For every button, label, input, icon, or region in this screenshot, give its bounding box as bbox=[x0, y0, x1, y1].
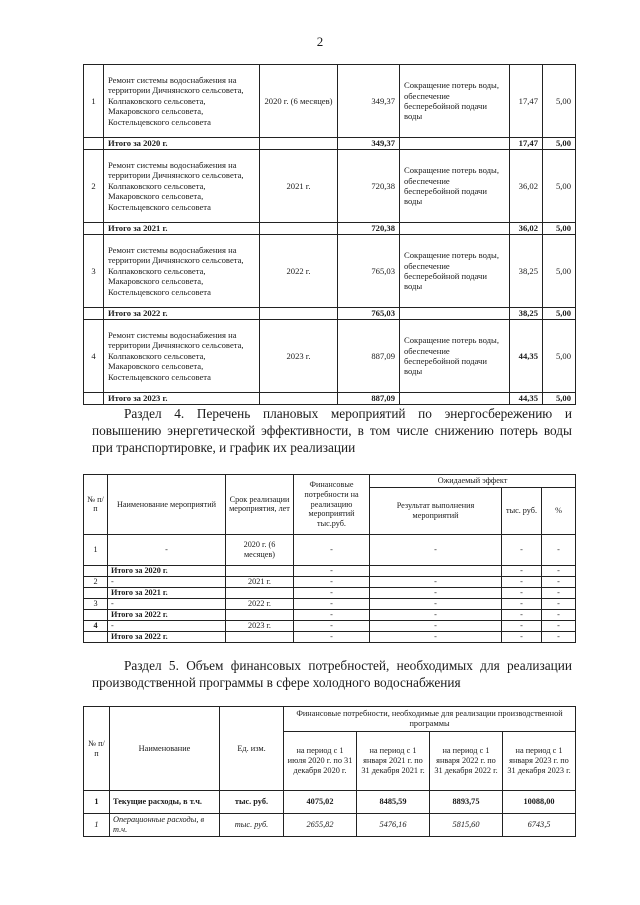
table-row: 2 - 2021 г. - - - - bbox=[84, 576, 576, 587]
section-5-heading: Раздел 5. Объем финансовых потребностей, необходимых для реализации производственной программы в сфере холодного водоснабжения bbox=[92, 658, 572, 690]
col-period-2021: на период с 1 января 2021 г. по 31 декабря 2021 г. bbox=[357, 732, 430, 791]
col-unit: Ед. изм. bbox=[220, 707, 284, 791]
table-row: 3 - 2022 г. - - - - bbox=[84, 598, 576, 609]
col-name: Наименование bbox=[110, 707, 220, 791]
col-period: Срок реализации мероприятия, лет bbox=[226, 475, 294, 535]
total-row: Итого за 2023 г. 887,09 44,35 5,00 bbox=[84, 393, 576, 405]
col-finance: Финансовые потребности на реализацию мероприятий тыс.руб. bbox=[294, 475, 370, 535]
total-row: Итого за 2022 г. - - - - bbox=[84, 631, 576, 642]
col-effect: Ожидаемый эффект bbox=[370, 475, 576, 488]
page-number: 2 bbox=[316, 34, 324, 49]
col-sum: тыс. руб. bbox=[502, 487, 542, 534]
col-group: Финансовые потребности, необходимые для реализации производственной программы bbox=[284, 707, 576, 732]
total-row: Итого за 2022 г. 765,03 38,25 5,00 bbox=[84, 308, 576, 320]
table-row: 4 - 2023 г. - - - - bbox=[84, 620, 576, 631]
col-period-2022: на период с 1 января 2022 г. по 31 декабря 2022 г. bbox=[430, 732, 503, 791]
table-row: 1 Текущие расходы, в т.ч. тыс. руб. 4075,02 8485,59 8893,75 10088,00 bbox=[84, 791, 576, 814]
col-pct: % bbox=[542, 487, 576, 534]
total-row: Итого за 2021 г. - - - - bbox=[84, 587, 576, 598]
col-name: Наименование мероприятий bbox=[108, 475, 226, 535]
total-row: Итого за 2020 г. 349,37 17,47 5,00 bbox=[84, 138, 576, 150]
table-row: 1 Ремонт системы водоснабжения на территории Дичнянского сельсовета, Колпаковского сельсовета, Макаровского сельсовета, Костельцевского сельсовета 2020 г. (6 месяцев) 349,37 Сокращение потерь воды, обеспечение бесперебойной подачи воды 17,47 5,00 bbox=[84, 65, 576, 138]
total-row: Итого за 2021 г. 720,38 36,02 5,00 bbox=[84, 223, 576, 235]
financial-needs-table bbox=[83, 706, 576, 837]
col-period-2023: на период с 1 января 2023 г. по 31 декабря 2023 г. bbox=[503, 732, 576, 791]
energy-saving-table bbox=[83, 474, 576, 643]
total-row: Итого за 2020 г. - - - bbox=[84, 565, 576, 576]
col-no: № п/п bbox=[84, 707, 110, 791]
col-period-2020: на период с 1 июля 2020 г. по 31 декабря 2020 г. bbox=[284, 732, 357, 791]
repair-measures-table bbox=[83, 64, 576, 405]
section-4-heading: Раздел 4. Перечень плановых мероприятий по энергосбережению и повышению энергетической эффективности, в том числе снижению потерь воды при транспортировке, и график их реализации bbox=[92, 406, 572, 455]
total-row: Итого за 2022 г. - - - - bbox=[84, 609, 576, 620]
table-row: 2 Ремонт системы водоснабжения на территории Дичнянского сельсовета, Колпаковского сельсовета, Макаровского сельсовета, Костельцевского сельсовета 2021 г. 720,38 Сокращение потерь воды, обеспечение бесперебойной подачи воды 36,02 5,00 bbox=[84, 150, 576, 223]
col-result: Результат выполнения мероприятий bbox=[370, 487, 502, 534]
table-row: 1 - 2020 г. (6 месяцев) - - - - bbox=[84, 534, 576, 565]
table-row: 3 Ремонт системы водоснабжения на территории Дичнянского сельсовета, Колпаковского сельсовета, Макаровского сельсовета, Костельцевского сельсовета 2022 г. 765,03 Сокращение потерь воды, обеспечение бесперебойной подачи воды 38,25 5,00 bbox=[84, 235, 576, 308]
col-no: № п/п bbox=[84, 475, 108, 535]
table-row: 1 Операционные расходы, в т.ч. тыс. руб. 2655,82 5476,16 5815,60 6743,5 bbox=[84, 814, 576, 837]
table-row: 4 Ремонт системы водоснабжения на территории Дичнянского сельсовета, Колпаковского сельсовета, Макаровского сельсовета, Костельцевского сельсовета 2023 г. 887,09 Сокращение потерь воды, обеспечение бесперебойной подачи воды 44,35 5,00 bbox=[84, 320, 576, 393]
